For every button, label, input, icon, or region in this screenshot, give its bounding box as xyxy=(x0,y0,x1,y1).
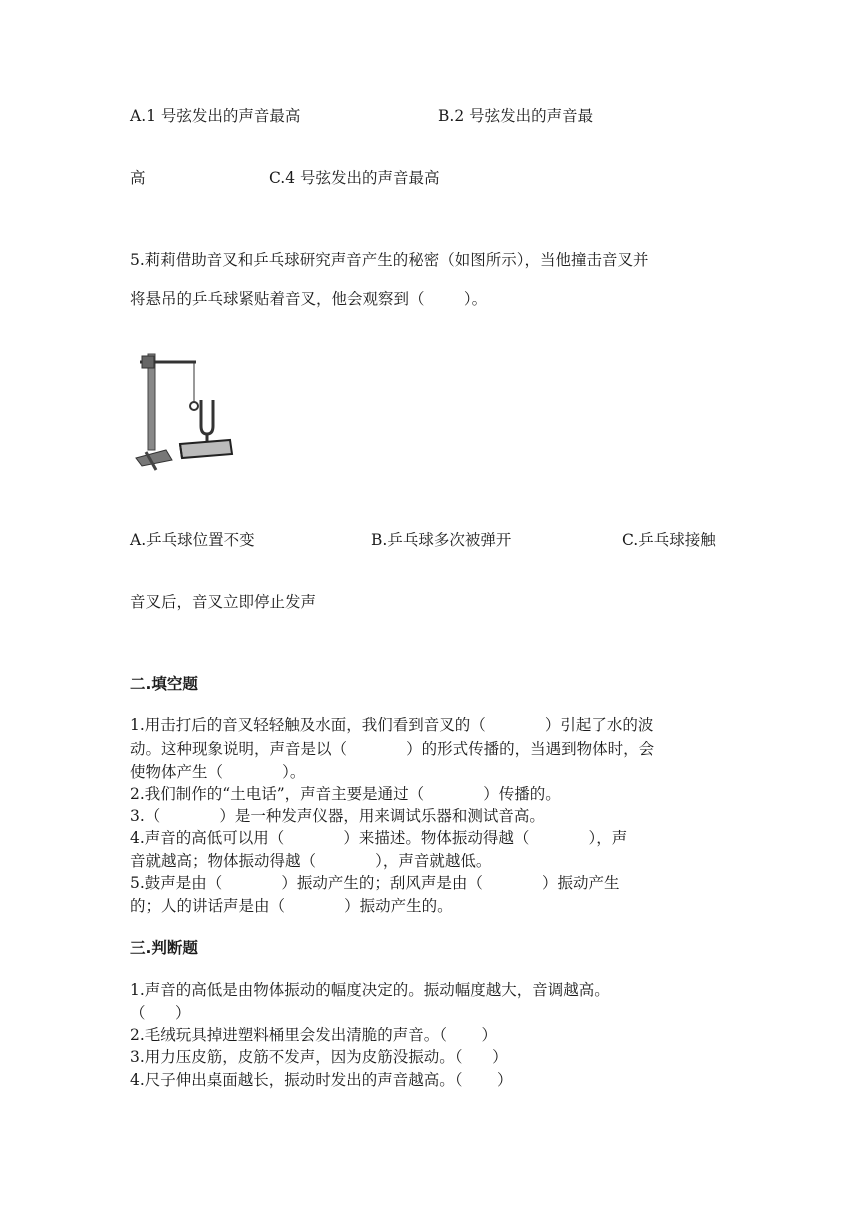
section-title-judgement: 三.判断题 xyxy=(130,939,198,957)
q5-option-c-cont: 音叉后，音叉立即停止发声 xyxy=(130,593,317,611)
section-title-fill-blank: 二.填空题 xyxy=(130,675,198,693)
q5-option-a: A.乒乓球位置不变 xyxy=(130,531,255,549)
q5-option-b: B.乒乓球多次被弹开 xyxy=(371,531,512,549)
fill-line: 动。这种现象说明，声音是以（ ）的形式传播的，当遇到物体时，会 xyxy=(130,740,655,758)
judge-line: 3.用力压皮筋，皮筋不发声，因为皮筋没振动。（ ） xyxy=(130,1048,508,1066)
fill-line: 的；人的讲话声是由（ ）振动产生的。 xyxy=(130,897,453,915)
fill-line: 5.鼓声是由（ ）振动产生的；刮风声是由（ ）振动产生 xyxy=(130,874,620,892)
q4-option-c: C.4 号弦发出的声音最高 xyxy=(269,169,440,187)
q5-stem-line1: 5.莉莉借助音叉和乒乓球研究声音产生的秘密（如图所示），当他撞击音叉并 xyxy=(130,251,649,269)
fill-line: 使物体产生（ ）。 xyxy=(130,763,306,781)
fill-line: 3.（ ）是一种发声仪器，用来调试乐器和测试音高。 xyxy=(130,807,545,825)
fill-line: 2.我们制作的“土电话”，声音主要是通过（ ）传播的。 xyxy=(130,785,561,803)
q5-option-c: C.乒乓球接触 xyxy=(622,531,716,549)
judge-line: 1.声音的高低是由物体振动的幅度决定的。振动幅度越大，音调越高。 xyxy=(130,981,610,999)
judge-line: 2.毛绒玩具掉进塑料桶里会发出清脆的声音。（ ） xyxy=(130,1026,498,1044)
tuning-fork-ping-pong-figure xyxy=(128,340,238,480)
q4-option-b: B.2 号弦发出的声音最 xyxy=(438,107,594,125)
judge-line: 4.尺子伸出桌面越长，振动时发出的声音越高。（ ） xyxy=(130,1071,513,1089)
fill-line: 4.声音的高低可以用（ ）来描述。物体振动得越（ ），声 xyxy=(130,829,628,847)
judge-line: （ ） xyxy=(130,1004,191,1022)
q4-option-b-cont: 高 xyxy=(130,169,146,187)
fill-line: 音就越高；物体振动得越（ ），声音就越低。 xyxy=(130,852,492,870)
fill-line: 1.用击打后的音叉轻轻触及水面，我们看到音叉的（ ）引起了水的波 xyxy=(130,716,654,734)
q5-stem-line2: 将悬吊的乒乓球紧贴着音叉，他会观察到（ ）。 xyxy=(130,290,488,308)
q4-option-a: A.1 号弦发出的声音最高 xyxy=(130,107,301,125)
